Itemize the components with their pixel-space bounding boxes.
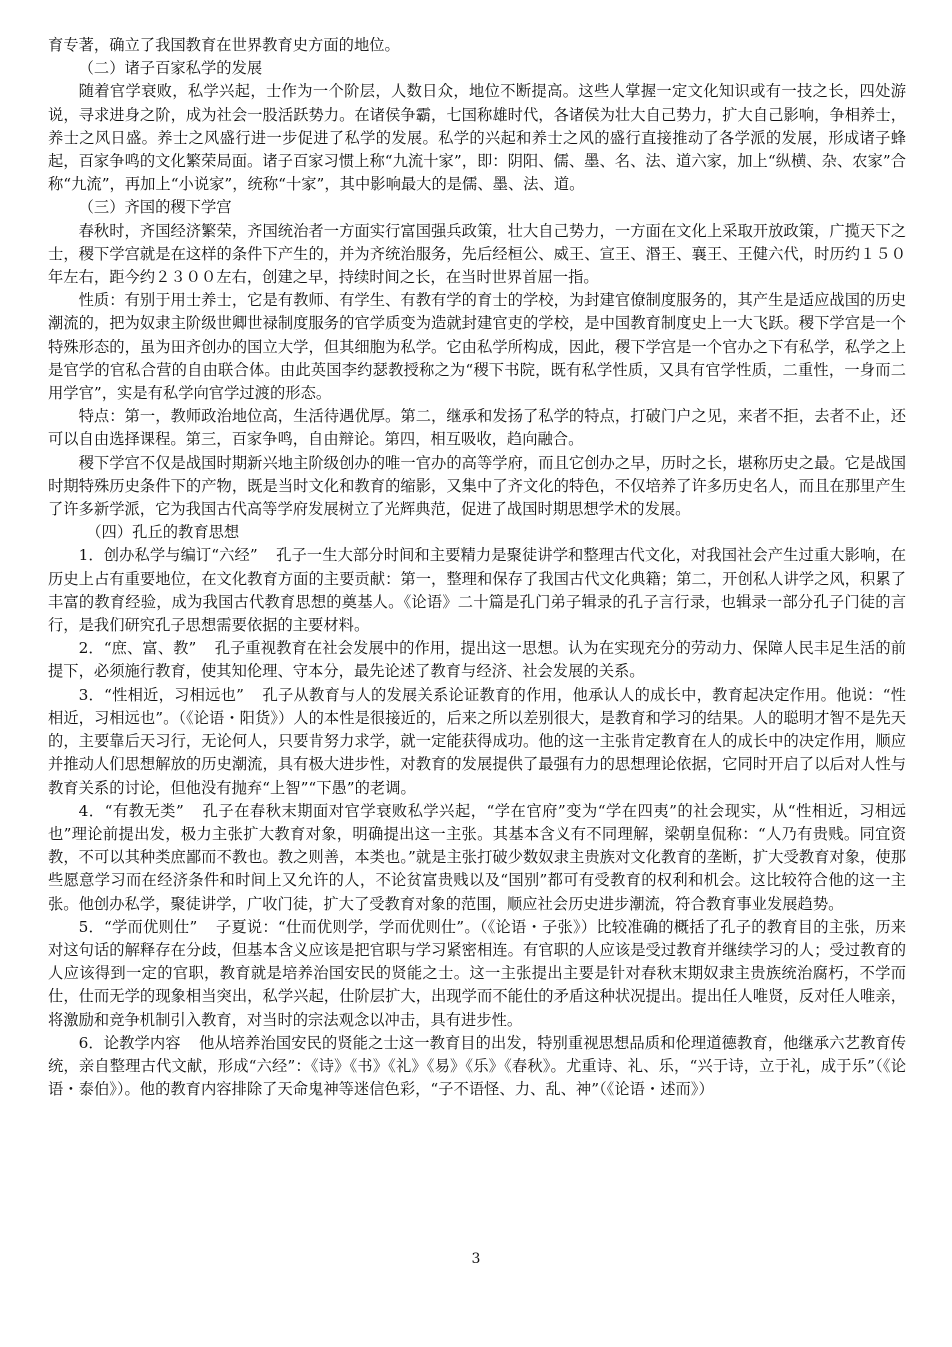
section4-item-2 xyxy=(48,637,906,683)
section4-item-6 xyxy=(48,1032,906,1102)
section3-paragraph-significance: 稷下学宫不仅是战国时期新兴地主阶级创办的唯一官办的高等学府，而且它创办之早，历时之长，堪称历史之最。它是战国时期特殊历史条件下的产物，既是当时文化和教育的缩影，又集中了齐文化的特色，不仅培养了许多历史名人，而且在那里产生了许多新学派，它为我国古代高等学府发展树立了光辉典范，促进了战国时期思想学术的发展。 xyxy=(48,453,906,519)
section3-heading: （三）齐国的稷下学宫 xyxy=(78,198,232,217)
section2-heading: （二）诸子百家私学的发展 xyxy=(78,59,263,78)
section2-paragraph: 随着官学衰败，私学兴起，士作为一个阶层，人数日众，地位不断提高。这些人掌握一定文化知识或有一技之长，四处游说，寻求进身之阶，成为社会一股活跃势力。在诸侯争霸，七国称雄时代，各诸侯为壮大自己势力，扩大自己影响，争相养士，养士之风日盛。养士之风盛行进一步促进了私学的发展。私学的兴起和养士之风的盛行直接推动了各学派的发展，形成诸子蜂起，百家争鸣的文化繁荣局面。诸子百家习惯上称“九流十家”，即：阴阳、儒、墨、名、法、道六家，加上“纵横、杂、农家”合称“九流”，再加上“小说家”，统称“十家”，其中影响最大的是儒、墨、法、道。 xyxy=(48,82,906,194)
section3-paragraph-nature: 性质：有别于用士养士，它是有教师、有学生、有教有学的育士的学校，为封建官僚制度服务的，其产生是适应战国的历史潮流的，把为奴隶主阶级世卿世禄制度服务的官学质变为造就封建官吏的学校，是中国教育制度史上一大飞跃。稷下学宫是一个特殊形态的，虽为田齐创办的国立大学，但其细胞为私学。它由私学所构成，因此，稷下学宫是一个官办之下有私学，私学之上是官学的官私合营的自由联合体。由此英国李约瑟教授称之为“稷下书院，既有私学性质，又具有官学性质，二重性，一身而二用学官”，实是有私学向官学过渡的形态。 xyxy=(48,291,906,403)
item-lead: 5．“学而优则仕” xyxy=(78,917,198,936)
item-text: 孔子重视教育在社会发展中的作用，提出这一思想。认为在实现充分的劳动力、保障人民丰足生活的前提下，必须施行教育，使其知伦理、守本分，最先论述了教育与经济、社会发展的关系。 xyxy=(48,639,906,681)
item-text: 他从培养治国安民的贤能之士这一教育目的出发，特别重视思想品质和伦理道德教育，他继承六艺教育传统，亲自整理古代文献，形成“六经”：《诗》《书》《礼》《易》《乐》《春秋》。尤重诗、礼、乐，“兴于诗，立于礼，成于乐”（《论语・泰伯》）。他的教育内容排除了天命鬼神等迷信色彩，“子不语怪、力、乱、神”（《论语・述而》） xyxy=(48,1033,906,1099)
section1-tail-paragraph: 育专著，确立了我国教育在世界教育史方面的地位。 xyxy=(48,36,400,54)
item-lead: 2．“庶、富、教” xyxy=(78,639,197,658)
document-page xyxy=(48,34,906,1101)
item-text: 孔子从教育与人的发展关系论证教育的作用，他承认人的成长中，教育起决定作用。他说：“性相近，习相远也”。（《论语・阳货》）人的本性是很接近的，后来之所以差别很大，是教育和学习的结果。人的聪明才智不是先天的，主要靠后天习行，无论何人，只要肯努力求学，就一定能获得成功。他的这一主张肯定教育在人的成长中的决定作用，顺应并推动人们思想解放的历史潮流，具有极大进步性，对教育的发展提供了最强有力的思想理论依据，它同时开启了以后对人性与教育关系的讨论，但他没有抛弃“上智”“下愚”的老调。 xyxy=(48,685,906,797)
item-text: 孔子一生大部分时间和主要精力是聚徒讲学和整理古代文化，对我国社会产生过重大影响，在历史上占有重要地位，在文化教育方面的主要贡献：第一，整理和保存了我国古代文化典籍；第二，开创私人讲学之风，积累了丰富的教育经验，成为我国古代教育思想的奠基人。《论语》二十篇是孔门弟子辑录的孔子言行录，也辑录一部分孔子门徒的言行，是我们研究孔子思想需要依据的主要材料。 xyxy=(48,546,906,635)
item-lead: 3．“性相近，习相远也” xyxy=(78,685,244,704)
section3-paragraph-features: 特点：第一，教师政治地位高，生活待遇优厚。第二，继承和发扬了私学的特点，打破门户之见，来者不拒，去者不止，还可以自由选择课程。第三，百家争鸣，自由辩论。第四，相互吸收，趋向融合。 xyxy=(48,407,906,449)
section4-heading: （四）孔丘的教育思想 xyxy=(86,523,240,542)
section4-item-4 xyxy=(48,800,906,916)
section4-item-3 xyxy=(48,684,906,800)
section4-item-1 xyxy=(48,544,906,637)
item-lead: 6．论教学内容 xyxy=(78,1033,181,1052)
item-text: 子夏说：“仕而优则学，学而优则仕”。（《论语・子张》）比较准确的概括了孔子的教育目的主张，历来对这句话的解释存在分歧，但基本含义应该是把官职与学习紧密相连。有官职的人应该是受过教育并继续学习的人；受过教育的人应该得到一定的官职，教育就是培养治国安民的贤能之士。这一主张提出主要是针对春秋末期奴隶主贵族统治腐朽，不学而仕，仕而无学的现象相当突出，私学兴起，仕阶层扩大，出现学而不能仕的矛盾这种状况提出。提出任人唯贤，反对任人唯亲，将激励和竞争机制引入教育，对当时的宗法观念以冲击，具有进步性。 xyxy=(48,917,906,1029)
section3-paragraph-history: 春秋时，齐国经济繁荣，齐国统治者一方面实行富国强兵政策，壮大自己势力，一方面在文化上采取开放政策，广揽天下之士，稷下学宫就是在这样的条件下产生的，并为齐统治服务，先后经桓公、威王、宣王、湣王、襄王、王健六代，时历约１５０年左右，距今约２３００左右，创建之早，持续时间之长，在当时世界首屈一指。 xyxy=(48,221,906,287)
item-text: 孔子在春秋末期面对官学衰败私学兴起，“学在官府”变为“学在四夷”的社会现实，从“性相近，习相远也”理论前提出发，极力主张扩大教育对象，明确提出这一主张。其基本含义有不同理解，梁朝皇侃称：“人乃有贵贱。同宜资教，不可以其种类庶鄙而不教也。教之则善，本类也。”就是主张打破少数奴隶主贵族对文化教育的垄断，扩大受教育对象，使那些愿意学习而在经济条件和时间上又允许的人，不论贫富贵贱以及“国别”都可有受教育的权利和机会。这比较符合他的这一主张。他创办私学，聚徒讲学，广收门徒，扩大了受教育对象的范围，顺应社会历史进步潮流，符合教育事业发展趋势。 xyxy=(48,801,907,913)
item-lead: 1．创办私学与编订“六经” xyxy=(78,546,258,565)
item-lead: 4．“有教无类” xyxy=(78,801,184,820)
page-number: 3 xyxy=(471,1251,481,1267)
section4-item-5 xyxy=(48,916,906,1032)
